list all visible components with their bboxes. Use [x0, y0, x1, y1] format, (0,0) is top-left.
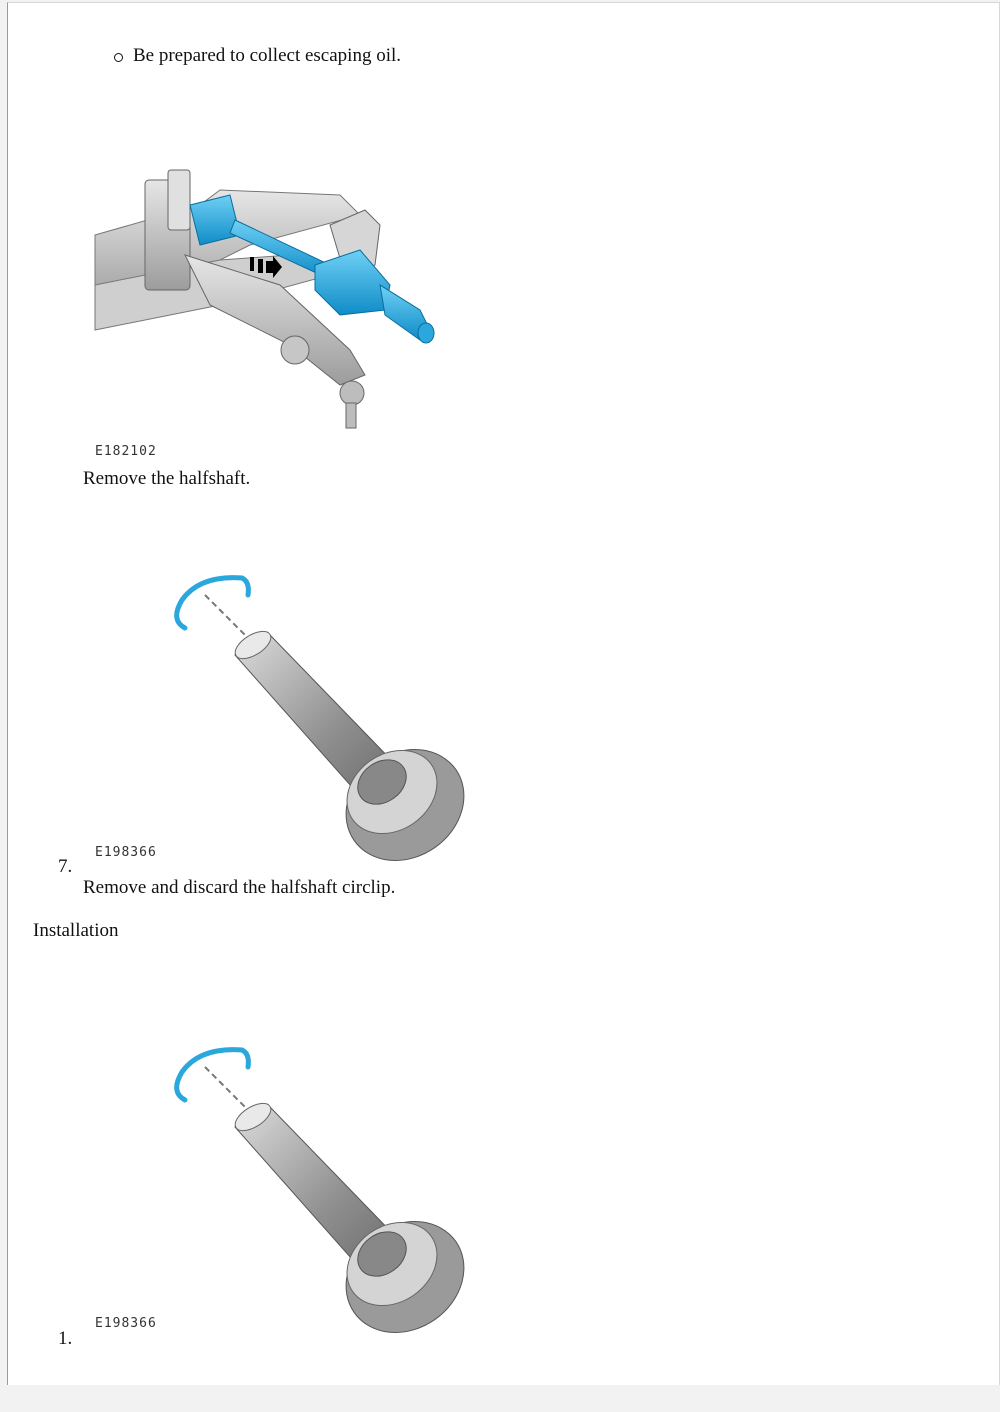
step-number: 1. — [58, 1328, 73, 1349]
figure-caption: E198366 — [95, 1316, 157, 1331]
halfshaft-removal-illustration — [90, 165, 450, 435]
bullet-marker — [114, 53, 123, 62]
step-text-remove-halfshaft: Remove the halfshaft. — [83, 468, 251, 489]
section-heading: Installation — [33, 920, 119, 941]
figure-caption: E198366 — [95, 845, 157, 860]
step-number: 7. — [58, 856, 73, 877]
halfshaft-circlip-illustration — [160, 1032, 470, 1337]
halfshaft-circlip-illustration — [160, 560, 470, 865]
figure-caption: E182102 — [95, 444, 157, 459]
step-text-discard-circlip: Remove and discard the halfshaft circlip. — [83, 877, 396, 898]
bullet-note: Be prepared to collect escaping oil. — [133, 45, 402, 66]
